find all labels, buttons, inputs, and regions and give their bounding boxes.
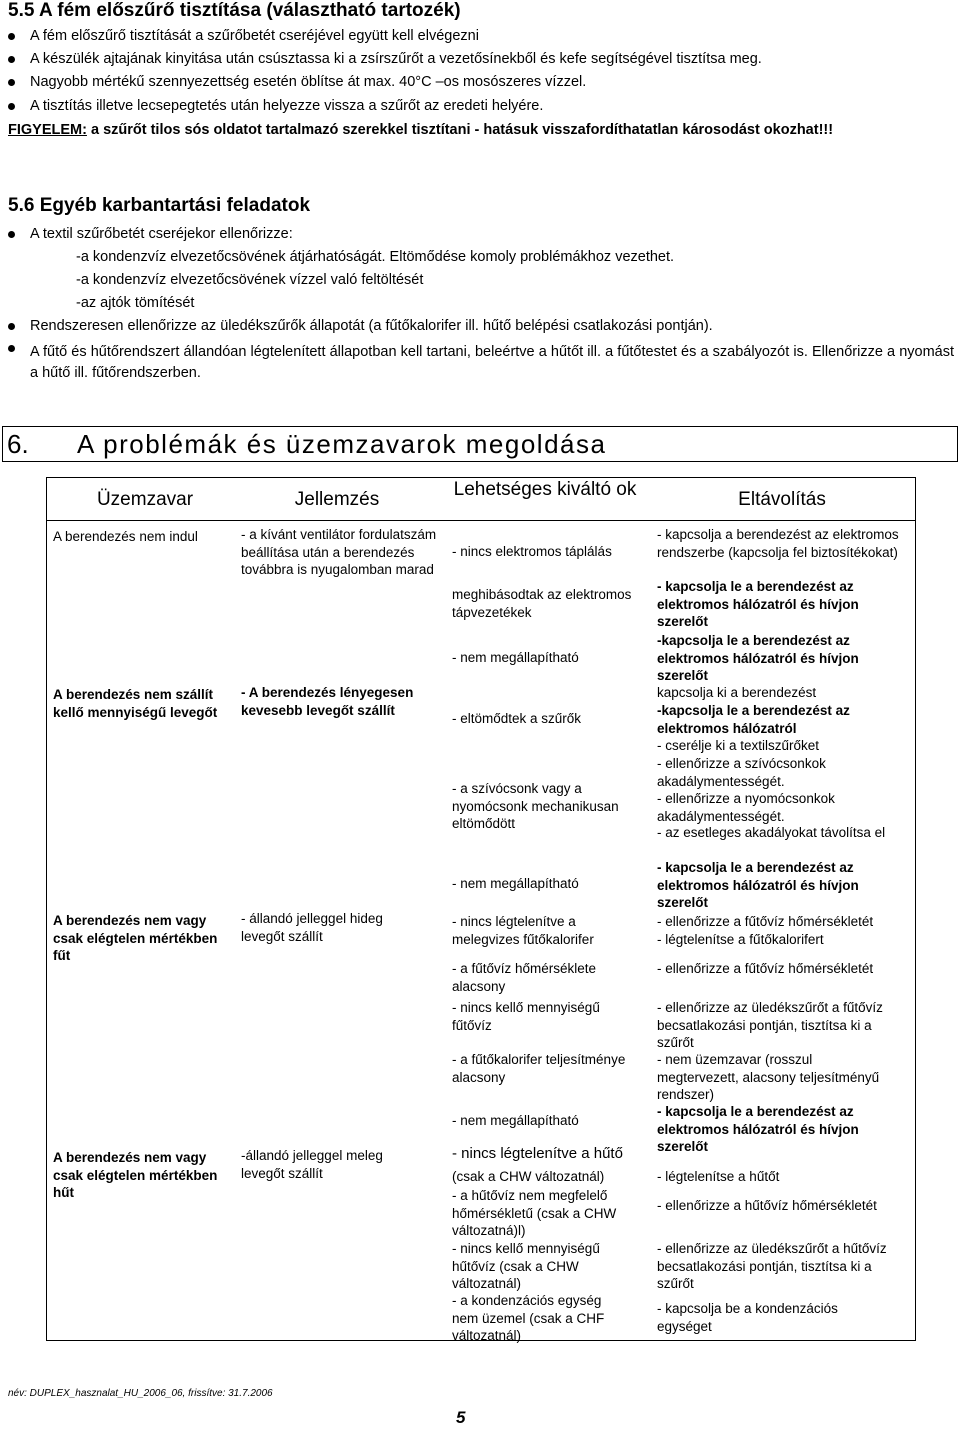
column-header: Eltávolítás	[738, 489, 826, 510]
section-6-title: A problémák és üzemzavarok megoldása	[77, 429, 607, 459]
table-cell: kapcsolja ki a berendezést	[657, 685, 817, 700]
troubleshooting-table	[46, 477, 916, 1341]
page-number: 5	[456, 1408, 466, 1427]
table-cell: - állandó jelleggel hideg levegőt szállít	[241, 911, 383, 944]
table-cell: - kapcsolja le a berendezést az elektromos hálózatról és hívjon szerelőt	[657, 860, 859, 910]
bullet-dot-icon	[8, 323, 15, 330]
table-cell: - ellenőrizze az üledékszűrőt a fűtővíz becsatlakozási pontján, tisztítsa ki a szűrőt	[657, 1000, 883, 1050]
table-cell: - kapcsolja le a berendezést az elektromos hálózatról és hívjon szerelőt	[657, 579, 859, 629]
table-cell: - a kondenzációs egység nem üzemel (csak a CHF változatnál)	[452, 1293, 605, 1343]
sub-item: -a kondenzvíz elvezetőcsövének vízzel való feltöltését	[76, 272, 424, 288]
warning-text: a szűrőt tilos sós oldatot tartalmazó szerekkel tisztítani - hatásuk visszafordíthatatlan károsodást okozhat!!!	[86, 122, 834, 138]
table-cell: - a kívánt ventilátor fordulatszám beállítása után a berendezés továbbra is nyugalomban marad	[241, 527, 437, 577]
table-cell: -kapcsolja le a berendezést az elektromos hálózatról	[657, 703, 850, 736]
bullet-dot-icon	[8, 231, 15, 238]
table-cell: - ellenőrizze a fűtővíz hőmérsékletét	[657, 914, 874, 929]
table-cell: - nincs kellő mennyiségű fűtővíz	[452, 1000, 600, 1033]
table-cell: - nem megállapítható	[452, 876, 579, 891]
bullet-dot-icon	[8, 345, 15, 352]
table-cell: - ellenőrizze a hűtővíz hőmérsékletét	[657, 1198, 877, 1213]
table-cell: - kapcsolja le a berendezést az elektromos hálózatról és hívjon szerelőt	[657, 1104, 859, 1154]
table-cell: - cserélje ki a textilszűrőket	[657, 738, 820, 753]
table-cell: - a szívócsonk vagy a nyomócsonk mechanikusan eltömődött	[452, 781, 619, 831]
section-6-heading	[2, 426, 958, 462]
table-cell: A berendezés nem indul	[53, 529, 198, 544]
column-header: Üzemzavar	[96, 489, 194, 510]
bullet-dot-icon	[8, 33, 15, 40]
bullet-dot-icon	[8, 103, 15, 110]
table-cell: - a fűtőkalorifer teljesítménye alacsony	[452, 1052, 626, 1085]
table-cell: - nincs kellő mennyiségű hűtővíz (csak a CHW változatnál)	[452, 1241, 600, 1291]
table-cell: meghibásodtak az elektromos tápvezetékek	[452, 587, 632, 620]
bullet-dot-icon	[8, 79, 15, 86]
table-cell: -kapcsolja le a berendezést az elektromos hálózatról és hívjon szerelőt	[657, 633, 859, 683]
bullet-dot-icon	[8, 56, 15, 63]
table-cell: - ellenőrizze a fűtővíz hőmérsékletét	[657, 961, 874, 976]
column-header: Jellemzés	[294, 489, 380, 510]
table-cell: - nem üzemzavar (rosszul megtervezett, alacsony teljesítményű rendszer)	[657, 1052, 880, 1102]
table-cell: - eltömődtek a szűrők	[452, 711, 582, 726]
section-5-5-heading: 5.5 A fém előszűrő tisztítása (választható tartozék)	[8, 0, 461, 21]
table-cell: - nincs légtelenítve a melegvizes fűtőkalorifer	[452, 914, 594, 947]
table-cell: - légtelenítse a fűtőkalorifert	[657, 932, 824, 947]
footer-filename: név: DUPLEX_hasznalat_HU_2006_06, frissítve: 31.7.2006	[8, 1388, 273, 1399]
section-5-6-heading: 5.6 Egyéb karbantartási feladatok	[8, 195, 311, 216]
table-cell: A berendezés nem vagy csak elégtelen mértékben hűt	[53, 1150, 218, 1200]
column-header: Lehetséges kiváltó ok	[453, 479, 637, 500]
sub-item: -az ajtók tömítését	[76, 295, 195, 311]
table-cell: A berendezés nem szállít kellő mennyiségű levegőt	[53, 687, 218, 720]
section-6-number: 6.	[7, 429, 29, 459]
table-cell: - légtelenítse a hűtőt	[657, 1169, 780, 1184]
table-cell: - nem megállapítható	[452, 650, 579, 665]
table-cell: - nem megállapítható	[452, 1113, 579, 1128]
table-cell: - nincs elektromos táplálás	[452, 544, 612, 559]
table-cell: - kapcsolja a berendezést az elektromos rendszerbe (kapcsolja fel biztosítékokat)	[657, 527, 899, 560]
table-cell: - a fűtővíz hőmérséklete alacsony	[452, 961, 597, 994]
table-cell: - az esetleges akadályokat távolítsa el	[657, 825, 886, 840]
table-cell: - nincs légtelenítve a hűtő	[452, 1145, 623, 1162]
warning-label: FIGYELEM:	[8, 122, 87, 138]
table-cell: - a hűtővíz nem megfelelő hőmérsékletű (csak a CHW változatná)l)	[452, 1188, 617, 1238]
table-cell: - ellenőrizze az üledékszűrőt a hűtővíz becsatlakozási pontján, tisztítsa ki a szűrőt	[657, 1241, 887, 1291]
table-cell: - kapcsolja be a kondenzációs egységet	[657, 1301, 838, 1334]
table-cell: A berendezés nem vagy csak elégtelen mértékben fűt	[53, 913, 218, 963]
table-cell: -állandó jelleggel meleg levegőt szállít	[241, 1148, 383, 1181]
bullet-item: A fűtő és hűtőrendszert állandóan légtelenített állapotban kell tartani, beleértve a hűtőt ill. a fűtőtestet és a szabályozót is. Ellenőrizze a nyomást a hűtő ill. fűtőrendszerben.	[30, 344, 954, 381]
table-cell: - ellenőrizze a nyomócsonkok akadálymentességét.	[657, 791, 835, 824]
warning-paragraph	[8, 120, 954, 141]
sub-item: -a kondenzvíz elvezetőcsövének átjárhatóságát. Eltömődése komoly problémákhoz vezethet.	[76, 249, 675, 265]
table-cell: (csak a CHW változatnál)	[452, 1169, 605, 1184]
table-header-divider	[47, 520, 915, 521]
table-cell: - ellenőrizze a szívócsonkok akadálymentességét.	[657, 756, 826, 789]
table-cell: - A berendezés lényegesen kevesebb levegőt szállít	[241, 685, 414, 718]
